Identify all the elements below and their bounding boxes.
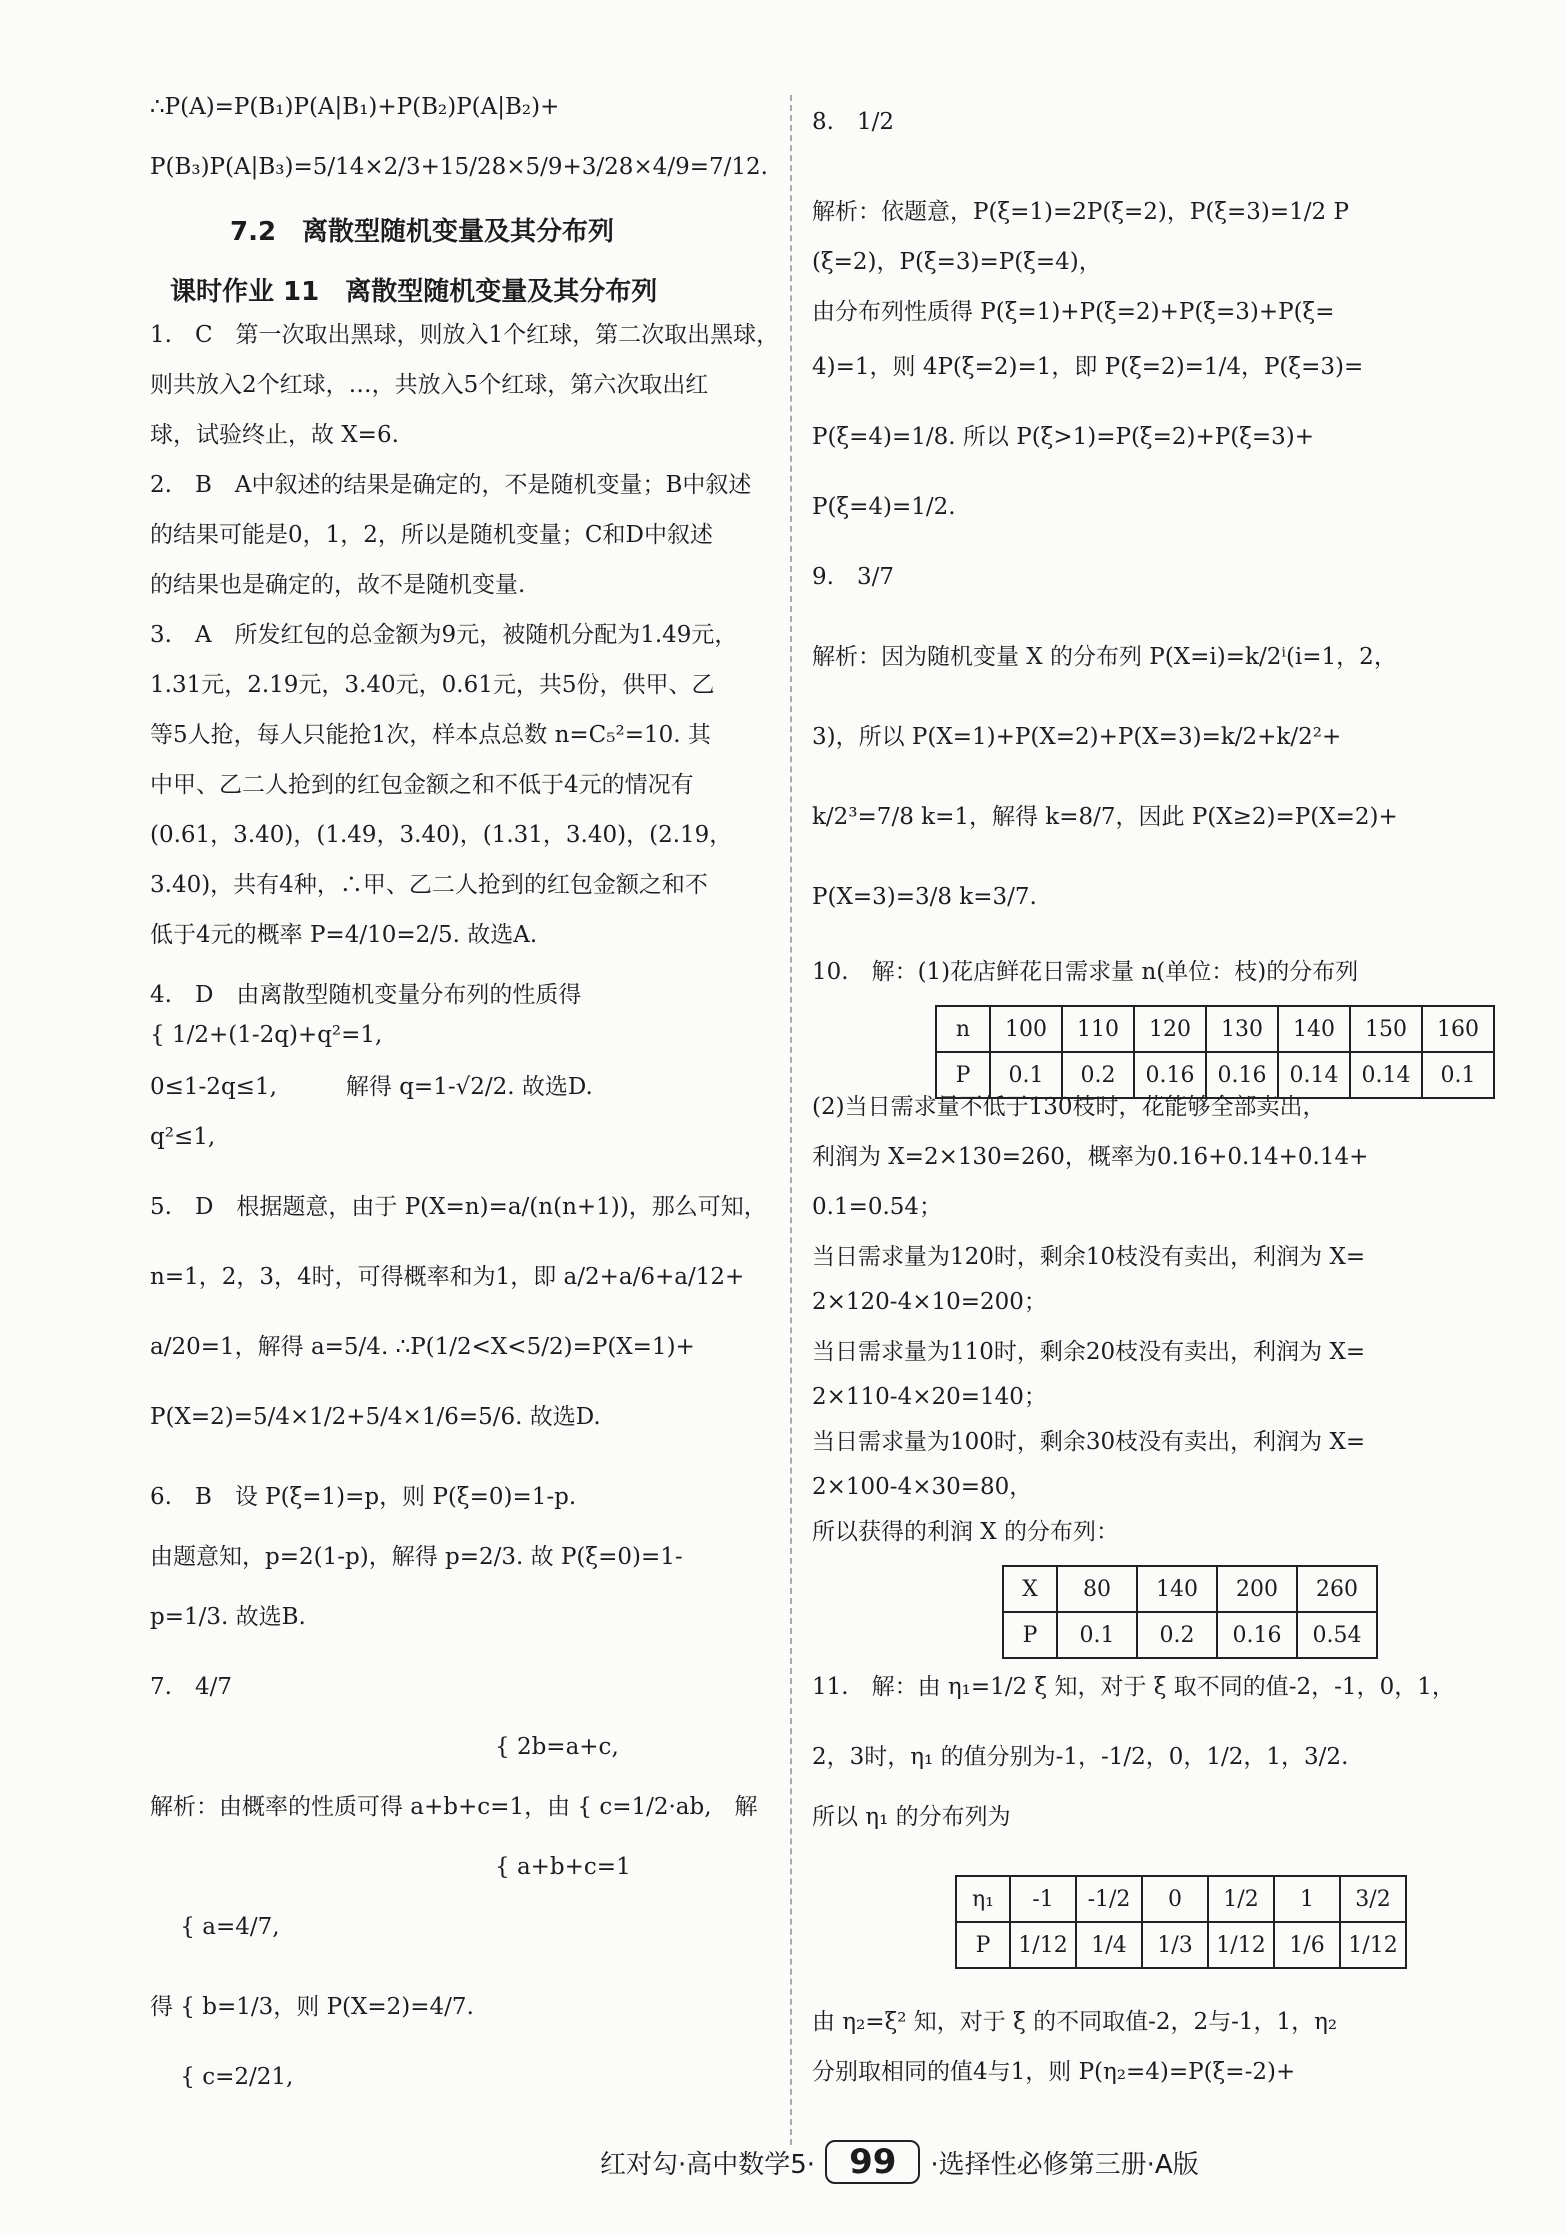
table-cell: -1 [1010, 1876, 1076, 1922]
table-cell: P [1003, 1612, 1057, 1658]
page-footer [600, 2140, 1199, 2184]
left-text-line: 0≤1-2q≤1, 解得 q=1-√2/2. 故选D. [150, 1074, 593, 1100]
right-text-line: P(X=3)=3/8 k=3/7. [812, 884, 1037, 910]
left-text-line: 等5人抢，每人只能抢1次，样本点总数 n=C₅²=10. 其 [150, 722, 711, 748]
right-text-line: 0.1=0.54； [812, 1194, 943, 1220]
left-text-line: 1.31元，2.19元，3.40元，0.61元，共5份，供甲、乙 [150, 672, 715, 698]
right-text-line: 2×110-4×20=140； [812, 1384, 1047, 1410]
right-text-line: 利润为 X=2×130=260，概率为0.16+0.14+0.14+ [812, 1144, 1369, 1170]
left-text-line: ∴P(A)=P(B₁)P(A|B₁)+P(B₂)P(A|B₂)+ [150, 94, 560, 120]
table-cell: 1/3 [1142, 1922, 1208, 1968]
table-row [936, 1052, 1494, 1098]
left-text-line: P(B₃)P(A|B₃)=5/14×2/3+15/28×5/9+3/28×4/9=7/12. [150, 154, 768, 180]
right-text-line: 解析：依题意，P(ξ=1)=2P(ξ=2)，P(ξ=3)=1/2 P [812, 199, 1349, 225]
table-cell: 110 [1062, 1006, 1134, 1052]
table-cell: 0.2 [1137, 1612, 1217, 1658]
column-divider [790, 95, 792, 2145]
right-text-line: 8. 1/2 [812, 109, 894, 135]
section-title: 7.2 离散型随机变量及其分布列 [230, 217, 615, 247]
right-text-line: P(ξ=4)=1/8. 所以 P(ξ>1)=P(ξ=2)+P(ξ=3)+ [812, 424, 1315, 450]
table-cell: 0.1 [1057, 1612, 1137, 1658]
table-cell: 0.16 [1134, 1052, 1206, 1098]
left-text-line: { a+b+c=1 [150, 1854, 631, 1880]
left-text-line: 7. 4/7 [150, 1674, 232, 1700]
table-cell: 1/12 [1010, 1922, 1076, 1968]
table-cell: 1/12 [1208, 1922, 1274, 1968]
table-cell: 100 [990, 1006, 1062, 1052]
left-text-line: 球，试验终止，故 X=6. [150, 422, 399, 448]
table-row [956, 1922, 1406, 1968]
left-text-line: 3. A 所发红包的总金额为9元，被随机分配为1.49元， [150, 622, 738, 648]
left-text-line: q²≤1, [150, 1124, 216, 1150]
right-text-line: 当日需求量为100时，剩余30枝没有卖出，利润为 X= [812, 1429, 1366, 1455]
table-cell: 0.14 [1350, 1052, 1422, 1098]
table-cell: 1/4 [1076, 1922, 1142, 1968]
table-cell: 130 [1206, 1006, 1278, 1052]
left-text-line: 3.40)，共有4种，∴甲、乙二人抢到的红包金额之和不 [150, 872, 708, 898]
right-text-line: (ξ=2)，P(ξ=3)=P(ξ=4)， [812, 249, 1102, 275]
left-text-line: 1. C 第一次取出黑球，则放入1个红球，第二次取出黑球， [150, 322, 780, 348]
table-row [936, 1006, 1494, 1052]
page-number: 99 [825, 2140, 920, 2184]
table-cell: P [956, 1922, 1010, 1968]
table-cell: 0 [1142, 1876, 1208, 1922]
left-text-line: { a=4/7, [150, 1914, 280, 1940]
table-cell: 140 [1137, 1566, 1217, 1612]
right-text-line: 9. 3/7 [812, 564, 894, 590]
right-text-line: 2，3时，η₁ 的值分别为-1，-1/2，0，1/2，1，3/2. [812, 1744, 1349, 1770]
table-cell: P [936, 1052, 990, 1098]
table-cell: X [1003, 1566, 1057, 1612]
right-text-line: 3)，所以 P(X=1)+P(X=2)+P(X=3)=k/2+k/2²+ [812, 724, 1342, 750]
left-text-line: { 1/2+(1-2q)+q²=1, [150, 1022, 383, 1048]
left-text-line: 得 { b=1/3，则 P(X=2)=4/7. [150, 1994, 474, 2020]
right-text-line: 当日需求量为120时，剩余10枝没有卖出，利润为 X= [812, 1244, 1366, 1270]
right-text-line: P(ξ=4)=1/2. [812, 494, 956, 520]
left-text-line: a/20=1，解得 a=5/4. ∴P(1/2<X<5/2)=P(X=1)+ [150, 1334, 695, 1360]
right-text-line: 所以 η₁ 的分布列为 [812, 1804, 1011, 1830]
right-text-line: k/2³=7/8 k=1，解得 k=8/7，因此 P(X≥2)=P(X=2)+ [812, 804, 1398, 830]
right-text-line: 分别取相同的值4与1，则 P(η₂=4)=P(ξ=-2)+ [812, 2059, 1296, 2085]
table-cell: 3/2 [1340, 1876, 1406, 1922]
table-cell: 0.14 [1278, 1052, 1350, 1098]
table-cell: 0.1 [1422, 1052, 1494, 1098]
left-text-line: 解析：由概率的性质可得 a+b+c=1，由 { c=1/2·ab, 解 [150, 1794, 758, 1820]
right-text-line: 所以获得的利润 X 的分布列： [812, 1519, 1119, 1545]
left-text-line: P(X=2)=5/4×1/2+5/4×1/6=5/6. 故选D. [150, 1404, 601, 1430]
left-text-line: n=1，2，3，4时，可得概率和为1，即 a/2+a/6+a/12+ [150, 1264, 745, 1290]
left-text-line: 由题意知，p=2(1-p)，解得 p=2/3. 故 P(ξ=0)=1- [150, 1544, 683, 1570]
table-cell: -1/2 [1076, 1876, 1142, 1922]
footer-right: ·选择性必修第三册·A版 [930, 2150, 1199, 2180]
table-row [956, 1876, 1406, 1922]
table-row [1003, 1566, 1377, 1612]
table-cell: 1 [1274, 1876, 1340, 1922]
table-cell: η₁ [956, 1876, 1010, 1922]
right-text-line: 4)=1，则 4P(ξ=2)=1，即 P(ξ=2)=1/4，P(ξ=3)= [812, 354, 1364, 380]
table-cell: 0.16 [1206, 1052, 1278, 1098]
left-text-line: 5. D 根据题意，由于 P(X=n)=a/(n(n+1))，那么可知， [150, 1194, 767, 1220]
eta1-distribution-table [955, 1875, 1407, 1969]
table-cell: 160 [1422, 1006, 1494, 1052]
table-cell: 140 [1278, 1006, 1350, 1052]
table-cell: 260 [1297, 1566, 1377, 1612]
table-cell: 1/2 [1208, 1876, 1274, 1922]
right-text-line: 2×120-4×10=200； [812, 1289, 1047, 1315]
right-text-line: 由 η₂=ξ² 知，对于 ξ 的不同取值-2，2与-1，1，η₂ [812, 2009, 1338, 2035]
left-text-line: 则共放入2个红球，…，共放入5个红球，第六次取出红 [150, 372, 709, 398]
table-cell: 120 [1134, 1006, 1206, 1052]
table-cell: 0.2 [1062, 1052, 1134, 1098]
table-cell: 80 [1057, 1566, 1137, 1612]
right-text-line: 当日需求量为110时，剩余20枝没有卖出，利润为 X= [812, 1339, 1366, 1365]
table-row [1003, 1612, 1377, 1658]
right-text-line: (2)当日需求量不低于130枝时，花能够全部卖出， [812, 1094, 1326, 1120]
table-cell: 1/12 [1340, 1922, 1406, 1968]
demand-distribution-table [935, 1005, 1495, 1099]
table-cell: 0.54 [1297, 1612, 1377, 1658]
right-text-line: 由分布列性质得 P(ξ=1)+P(ξ=2)+P(ξ=3)+P(ξ= [812, 299, 1335, 325]
right-text-line: 10. 解：(1)花店鲜花日需求量 n(单位：枝)的分布列 [812, 959, 1359, 985]
left-text-line: 6. B 设 P(ξ=1)=p，则 P(ξ=0)=1-p. [150, 1484, 577, 1510]
left-text-line: { 2b=a+c, [150, 1734, 619, 1760]
right-text-line: 2×100-4×30=80， [812, 1474, 1033, 1500]
right-text-line: 11. 解：由 η₁=1/2 ξ 知，对于 ξ 取不同的值-2，-1，0，1， [812, 1674, 1455, 1700]
profit-distribution-table [1002, 1565, 1378, 1659]
left-text-line: { c=2/21, [150, 2064, 294, 2090]
left-text-line: 低于4元的概率 P=4/10=2/5. 故选A. [150, 922, 538, 948]
left-text-line: 2. B A中叙述的结果是确定的，不是随机变量；B中叙述 [150, 472, 752, 498]
left-text-line: 的结果也是确定的，故不是随机变量. [150, 572, 526, 598]
table-cell: 0.1 [990, 1052, 1062, 1098]
table-cell: 200 [1217, 1566, 1297, 1612]
table-cell: 150 [1350, 1006, 1422, 1052]
footer-left: 红对勾·高中数学5· [600, 2150, 816, 2180]
left-text-line: 的结果可能是0，1，2，所以是随机变量；C和D中叙述 [150, 522, 713, 548]
right-text-line: 解析：因为随机变量 X 的分布列 P(X=i)=k/2ⁱ(i=1，2， [812, 644, 1397, 670]
left-text-line: 中甲、乙二人抢到的红包金额之和不低于4元的情况有 [150, 772, 694, 798]
table-cell: 1/6 [1274, 1922, 1340, 1968]
left-text-line: 4. D 由离散型随机变量分布列的性质得 [150, 982, 582, 1008]
left-text-line: p=1/3. 故选B. [150, 1604, 306, 1630]
subsection-title: 课时作业 11 离散型随机变量及其分布列 [170, 277, 658, 307]
left-text-line: (0.61，3.40)，(1.49，3.40)，(1.31，3.40)，(2.19， [150, 822, 733, 848]
table-cell: 0.16 [1217, 1612, 1297, 1658]
table-cell: n [936, 1006, 990, 1052]
